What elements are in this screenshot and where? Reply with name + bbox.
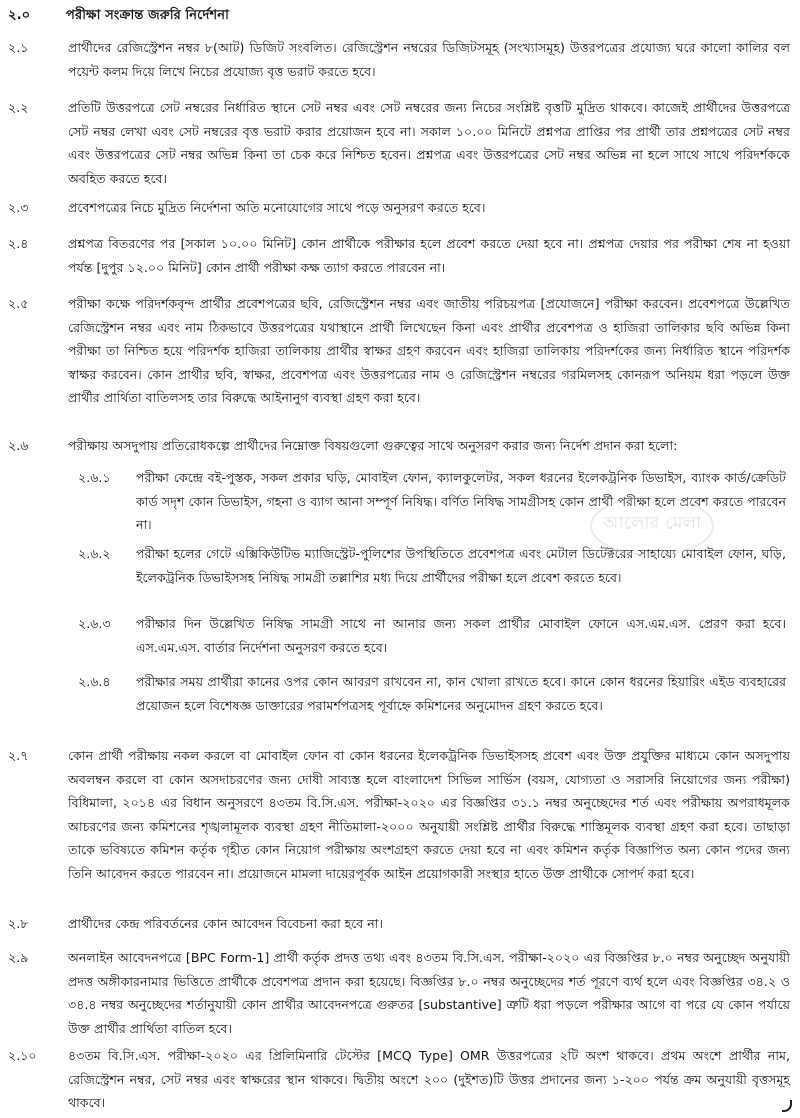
section-heading: [8, 4, 229, 28]
subitem-number: ২.৬.৪: [78, 674, 111, 689]
subitem-text: পরীক্ষার সময় প্রার্থীরা কানের ওপর কোন আবরণ রাখবেন না, কান খোলা রাখতে হবে। কানে কোন ধরনের হিয়ারিং এইড ব্যবহারের প্রয়োজন হলে বিশেষজ্ঞ ডাক্তারের পরামর্শপত্রসহ পূর্বাহ্নে কমিশনের অনুমোদন গ্রহণ করতে হবে।: [136, 674, 786, 713]
instruction-item: [8, 946, 790, 1040]
item-number: ২.৪: [8, 236, 29, 251]
item-text: কোন প্রার্থী পরীক্ষায় নকল করলে বা মোবাইল ফোন বা কোন ধরনের ইলেকট্রনিক ডিভাইসসহ প্রবেশ এবং উক্ত প্রযুক্তির মাধ্যমে কোন অসদুপায় অবলম্বন করলে বা কোন অসদাচরণের জন্য দোষী সাব্যস্ত হলে বাংলাদেশ সিভিল সার্ভিস (বয়স, যোগ্যতা ও সরাসরি নিয়োগের জন্য পরীক্ষা) বিধিমালা, ২০১৪ এর বিধান অনুসরণে ৪৩তম বি.সি.এস. পরীক্ষা-২০২০ এর বিজ্ঞপ্তির ৩১.১ নম্বর অনুচ্ছেদের শর্ত এবং পরীক্ষায় অপরাধমূলক আচরণের জন্য কমিশনের শৃঙ্খলামূলক ব্যবস্থা গ্রহণ নীতিমালা-২০০০ অনুযায়ী সংশ্লিষ্ট প্রার্থীর বিরুদ্ধে শাস্তিমূলক ব্যবস্থা গ্রহণ করা হবে। তাছাড়া তাকে ভবিষ্যতে কমিশন কর্তৃক গৃহীত কোন নিয়োগ পরীক্ষায় অংশগ্রহণ করতে দেয়া হবে না এবং কমিশন কর্তৃক বিজ্ঞাপিত অন্য কোন পদের জন্য তিনি আবেদন করতে পারবেন না। প্রয়োজনে মামলা দায়েরপূর্বক আইন প্রয়োগকারী সংস্থার হাতে উক্ত প্রার্থীকে সোপর্দ করা হবে।: [68, 748, 790, 881]
instruction-item: [8, 912, 790, 936]
sub-instruction-item: [78, 612, 786, 659]
item-text: ৪৩তম বি.সি.এস. পরীক্ষা-২০২০ এর প্রিলিমিনারি টেস্টের [MCQ Type] OMR উত্তরপত্রের ২টি অংশ থাকবে। প্রথম অংশে প্রার্থীর নাম, রেজিস্ট্রেশন নম্বর, সেট নম্বর এবং স্বাক্ষরের স্থান থাকবে। দ্বিতীয় অংশে ২০০ (দুইশত)টি উত্তর প্রদানের জন্য ১-২০০ পর্যন্ত ক্রম অনুযায়ী বৃত্তসমূহ থাকবে।: [68, 1048, 790, 1110]
item-number: ২.৮: [8, 916, 29, 931]
instruction-item: [8, 1044, 790, 1115]
instruction-item: [8, 434, 790, 458]
item-text: পরীক্ষা কক্ষে পরিদর্শকবৃন্দ প্রার্থীর প্রবেশপত্রের ছবি, রেজিস্ট্রেশন নম্বর এবং জাতীয় পরিচয়পত্র [প্রযোজনে] পরীক্ষা করবেন। প্রবেশপত্রে উল্লেখিত রেজিস্ট্রেশন নম্বর এবং নাম ঠিকভাবে উত্তরপত্রের যথাস্থানে প্রার্থী লিখেছেন কিনা এবং প্রার্থীর প্রবেশপত্র ও হাজিরা তালিকার ছবি অভিন্ন কিনা পরীক্ষা তা নিশ্চিত হয়ে পরিদর্শক হাজিরা তালিকায় প্রার্থীর স্বাক্ষর গ্রহণ করবেন এবং হাজিরা তালিকায় পরিদর্শকের জন্য নির্ধারিত স্থানে পরিদর্শক স্বাক্ষর করবেন। কোন প্রার্থীর ছবি, স্বাক্ষর, প্রবেশপত্র এবং উত্তরপত্রের নাম ও রেজিস্ট্রেশন নম্বরের গরমিলসহ কোনরূপ অনিয়ম ধরা পড়লে উক্ত প্রার্থীর প্রার্থিতা বাতিলসহ তার বিরুদ্ধে আইনানুগ ব্যবস্থা গ্রহণ করা হবে।: [68, 296, 790, 405]
item-number: ২.১: [8, 40, 29, 55]
instruction-item: [8, 36, 790, 83]
instruction-item: [8, 232, 790, 279]
item-text: প্রার্থীদের রেজিস্ট্রেশন নম্বর ৮(আট) ডিজিট সংবলিত। রেজিস্ট্রেশন নম্বরের ডিজিটসমূহ (সংখ্যাসমূহ) উত্তরপত্রের প্রযোজ্য ঘরে কালো কালির বল পয়েন্ট কলম দিয়ে লিখে নিচের প্রযোজ্য বৃত্ত ভরাট করতে হবে।: [68, 40, 790, 79]
subitem-number: ২.৬.২: [78, 546, 111, 561]
item-number: ২.৩: [8, 200, 29, 215]
subitem-number: ২.৬.১: [78, 470, 111, 485]
section-number: ২.০: [8, 8, 31, 23]
item-number: ২.৭: [8, 748, 29, 763]
instruction-item: [8, 292, 790, 410]
item-text: প্রশ্নপত্র বিতরণের পর [সকাল ১০.০০ মিনিট] কোন প্রার্থীকে পরীক্ষার হলে প্রবেশ করতে দেয়া হবে না। প্রশ্নপত্র দেয়ার পর পরীক্ষা শেষ না হওয়া পর্যন্ত [দুপুর ১২.০০ মিনিট] কোন প্রার্থী পরীক্ষা কক্ষ ত্যাগ করতে পারবেন না।: [68, 236, 790, 275]
item-text: অনলাইন আবেদনপত্রে [BPC Form-1] প্রার্থী কর্তৃক প্রদত্ত তথ্য এবং ৪৩তম বি.সি.এস. পরীক্ষা-২০২০ এর বিজ্ঞপ্তির ৮.০ নম্বর অনুচ্ছেদ অনুযায়ী প্রদত্ত অঙ্গীকারনামার ভিত্তিতে প্রার্থীকে প্রবেশপত্র প্রদান করা হয়েছে। বিজ্ঞপ্তির ৮.০ নম্বর অনুচ্ছেদের শর্ত পূরণে ব্যর্থ হলে এবং বিজ্ঞপ্তির ৩৪.২ ও ৩৪.৪ নম্বর অনুচ্ছেদের শর্তানুযায়ী কোন প্রার্থীর আবেদনপত্রে গুরুতর [substantive] ত্রুটি ধরা পড়লে পরীক্ষার আগে বা পরে যে কোন পর্যায়ে উক্ত প্রার্থীর প্রার্থিতা বাতিল হবে।: [68, 950, 790, 1036]
item-text: প্রবেশপত্রের নিচে মুদ্রিত নির্দেশনা অতি মনোযোগের সাথে পড়ে অনুসরণ করতে হবে।: [68, 200, 486, 215]
item-number: ২.২: [8, 100, 29, 115]
item-text: পরীক্ষায় অসদুপায় প্রতিরোধকল্পে প্রার্থীদের নিম্নোক্ত বিষয়গুলো গুরুত্বের সাথে অনুসরণ করার জন্য নির্দেশ প্রদান করা হলো:: [68, 438, 678, 453]
watermark-stamp: আলোর মেলা: [590, 496, 714, 556]
subitem-number: ২.৬.৩: [78, 616, 111, 631]
sub-instruction-item: [78, 670, 786, 717]
page-corner-mark: [782, 1100, 792, 1112]
item-text: প্রার্থীদের কেন্দ্র পরিবর্তনের কোন আবেদন বিবেচনা করা হবে না।: [68, 916, 383, 931]
instruction-item: [8, 744, 790, 885]
instruction-item: [8, 196, 790, 220]
instruction-item: [8, 96, 790, 190]
subitem-text: পরীক্ষা হলের গেটে এক্সিকিউটিভ ম্যাজিস্ট্রেট-পুলিশের উপস্থিতিতে প্রবেশপত্র এবং মেটাল ডিটেক্টরের সাহায্যে মোবাইল ফোন, ঘড়ি, ইলেকট্রনিক ডিভাইসসহ নিষিদ্ধ সামগ্রী তল্লাশির মধ্য দিয়ে প্রার্থীদের পরীক্ষা হলে প্রবেশ করতে হবে।: [136, 546, 786, 585]
item-text: প্রতিটি উত্তরপত্রে সেট নম্বরের নির্ধারিত স্থানে সেট নম্বর এবং সেট নম্বরের জন্য নিচের সংশ্লিষ্ট বৃত্তটি মুদ্রিত থাকবে। কাজেই প্রার্থীদের উত্তরপত্রে সেট নম্বর লেখা এবং সেট নম্বরের বৃত্ত ভরাট করার প্রয়োজন হবে না। সকাল ১০.০০ মিনিটে প্রশ্নপত্র প্রাপ্তির পর প্রার্থী তার প্রশ্নপত্রের সেট নম্বর এবং উত্তরপত্রের সেট নম্বর অভিন্ন কিনা তা চেক করে নিশ্চিত হবেন। প্রশ্নপত্র এবং উত্তরপত্রের সেট নম্বর অভিন্ন না হলে সাথে সাথে পরিদর্শককে অবহিত করতে হবে।: [68, 100, 790, 186]
item-number: ২.৬: [8, 438, 29, 453]
item-number: ২.৫: [8, 296, 29, 311]
item-number: ২.৯: [8, 950, 29, 965]
subitem-text: পরীক্ষার দিন উল্লেখিত নিষিদ্ধ সামগ্রী সাথে না আনার জন্য সকল প্রার্থীর মোবাইল ফোনে এস.এম.এস. প্রেরণ করা হবে। এস.এম.এস. বার্তার নির্দেশনা অনুসরণ করতে হবে।: [136, 616, 786, 655]
subitem-text: পরীক্ষা কেন্দ্রে বই-পুস্তক, সকল প্রকার ঘড়ি, মোবাইল ফোন, ক্যালকুলেটর, সকল ধরনের ইলেকট্রনিক ডিভাইস, ব্যাংক কার্ড/ক্রেডিট কার্ড সদৃশ কোন ডিভাইস, গহনা ও ব্যাগ আনা সম্পূর্ণ নিষিদ্ধ। বর্ণিত নিষিদ্ধ সামগ্রীসহ কোন প্রার্থী পরীক্ষা হলে প্রবেশ করতে পারবেন না।: [136, 470, 786, 532]
section-title: পরীক্ষা সংক্রান্ত জরুরি নির্দেশনা: [66, 8, 229, 23]
item-number: ২.১০: [8, 1048, 37, 1063]
